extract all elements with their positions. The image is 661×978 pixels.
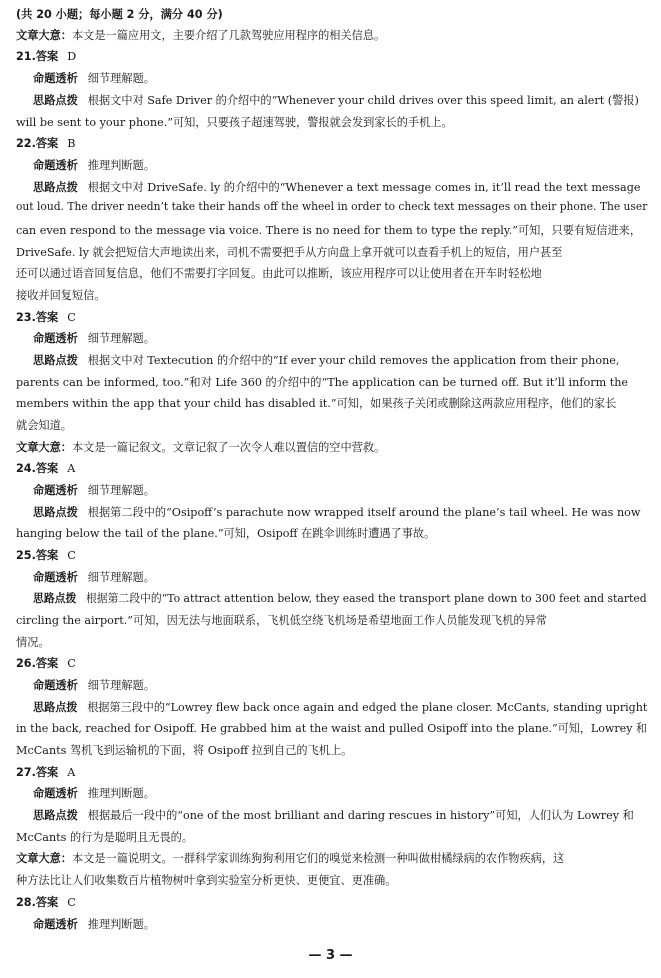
answer-label: 答案 <box>35 311 59 324</box>
answer-value: C <box>67 657 76 670</box>
hint-text: 根据第二段中的“Osipoff’s parachute now wrapped itself around the plane’s tail wheel. He was now <box>87 506 641 519</box>
intent-row-23 <box>33 330 155 346</box>
summary-label: 文章大意： <box>16 852 72 865</box>
hint-text-line: 情况。 <box>16 636 50 649</box>
intent-text: 细节理解题。 <box>87 72 155 85</box>
answer-row-25 <box>16 547 76 563</box>
hint-row-24 <box>33 504 640 520</box>
intent-label: 命题透析 <box>33 787 78 800</box>
question-number: 28. <box>16 896 36 909</box>
summary-text-line: 种方法比让人们收集数百片植物树叶拿到实验室分析更快、更便宜、更准确。 <box>16 874 397 887</box>
answer-label: 答案 <box>35 657 59 670</box>
intent-label: 命题透析 <box>33 484 78 497</box>
intent-label: 命题透析 <box>33 918 78 931</box>
intent-label: 命题透析 <box>33 571 78 584</box>
hint-text-line: can even respond to the message via voice. There is no need for them to type the reply.”可知，只要有短信进来， <box>16 224 642 237</box>
hint-label: 思路点拨 <box>33 809 78 822</box>
hint-label: 思路点拨 <box>33 701 78 714</box>
answer-row-27 <box>16 764 75 780</box>
hint-text-line: out loud. The driver needn’t take their hands off the wheel in order to check text messages on their phone. The user <box>16 200 648 213</box>
hint-text-line: members within the app that your child has disabled it.”可知，如果孩子关闭或删除这两款应用程序，他们的家长 <box>16 397 617 410</box>
hint-text: 根据文中对 DriveSafe. ly 的介绍中的“Whenever a text message comes in, it’ll read the text message <box>87 181 641 194</box>
hint-text-line: 接收并回复短信。 <box>16 289 106 302</box>
intent-row-22 <box>33 157 155 173</box>
hint-text: 根据第三段中的“Lowrey flew back once again and edged the plane closer. McCants, standing upright <box>87 701 648 714</box>
hint-label: 思路点拨 <box>33 181 78 194</box>
hint-row-26 <box>33 699 647 715</box>
answer-row-24 <box>16 460 75 476</box>
hint-text: 根据文中对 Safe Driver 的介绍中的“Whenever your child drives over this speed limit, an alert (警报) <box>87 94 639 107</box>
question-number: 25. <box>16 549 36 562</box>
passage-summary-3 <box>16 850 564 866</box>
answer-label: 答案 <box>35 462 59 475</box>
answer-value: A <box>67 766 76 779</box>
answer-value: C <box>67 311 76 324</box>
question-number: 22. <box>16 137 36 150</box>
summary-label: 文章大意： <box>16 441 72 454</box>
answer-row-21 <box>16 48 76 64</box>
answer-label: 答案 <box>35 896 59 909</box>
intent-row-27 <box>33 785 155 801</box>
hint-row-21 <box>33 92 639 108</box>
answer-value: B <box>67 137 76 150</box>
intent-text: 细节理解题。 <box>87 571 155 584</box>
summary-text: 本文是一篇应用文，主要介绍了几款驾驶应用程序的相关信息。 <box>71 29 386 42</box>
passage-summary-1 <box>16 27 385 43</box>
hint-text: 根据第二段中的“To attract attention below, they eased the transport plane down to 300 feet and started <box>85 592 647 605</box>
hint-text-line: hanging below the tail of the plane.”可知，Osipoff 在跳伞训练时遭遇了事故。 <box>16 527 436 540</box>
answer-value: C <box>67 896 76 909</box>
question-number: 24. <box>16 462 36 475</box>
answer-row-28 <box>16 894 76 910</box>
intent-label: 命题透析 <box>33 332 78 345</box>
intent-label: 命题透析 <box>33 159 78 172</box>
answer-label: 答案 <box>35 137 59 150</box>
answer-value: C <box>67 549 76 562</box>
intent-text: 细节理解题。 <box>87 679 155 692</box>
hint-row-22 <box>33 179 640 195</box>
question-number: 21. <box>16 50 36 63</box>
page-number: — 3 — <box>308 948 353 963</box>
answer-value: A <box>67 462 76 475</box>
question-number: 23. <box>16 311 36 324</box>
intent-row-25 <box>33 569 155 585</box>
hint-text-line: circling the airport.”可知，因无法与地面联系，飞机低空绕飞机场是希望地面工作人员能发现飞机的异常 <box>16 614 547 627</box>
hint-row-23 <box>33 352 619 368</box>
intent-text: 推理判断题。 <box>87 918 155 931</box>
hint-text-line: 就会知道。 <box>16 419 72 432</box>
intent-row-28 <box>33 916 155 932</box>
hint-text-line: in the back, reached for Osipoff. He grabbed him at the waist and pulled Osipoff into the plane.”可知，Lowrey 和 <box>16 722 648 735</box>
hint-text-line: McCants 驾机飞到运输机的下面，将 Osipoff 拉到自己的飞机上。 <box>16 744 353 757</box>
hint-text-line: parents can be informed, too.”和对 Life 360 的介绍中的“The application can be turned off. But it’ll inform the <box>16 376 629 389</box>
intent-text: 推理判断题。 <box>87 159 155 172</box>
intent-row-26 <box>33 677 155 693</box>
intent-text: 推理判断题。 <box>87 787 155 800</box>
section-header: (共 20 小题；每小题 2 分，满分 40 分) <box>16 8 223 21</box>
hint-row-27 <box>33 807 634 823</box>
hint-row-25 <box>33 590 647 606</box>
hint-label: 思路点拨 <box>33 94 78 107</box>
intent-text: 细节理解题。 <box>87 484 155 497</box>
intent-row-24 <box>33 482 155 498</box>
answer-label: 答案 <box>35 50 59 63</box>
intent-text: 细节理解题。 <box>87 332 155 345</box>
hint-label: 思路点拨 <box>33 592 77 605</box>
hint-text-line: will be sent to your phone.”可知，只要孩子超速驾驶，警报就会发到家长的手机上。 <box>16 116 453 129</box>
answer-label: 答案 <box>35 766 59 779</box>
intent-row-21 <box>33 70 155 86</box>
passage-summary-2 <box>16 439 385 455</box>
hint-label: 思路点拨 <box>33 506 78 519</box>
hint-text-line: 还可以通过语音回复信息，他们不需要打字回复。由此可以推断，该应用程序可以让使用者在开车时轻松地 <box>16 267 542 280</box>
hint-text: 根据最后一段中的“one of the most brilliant and daring rescues in history”可知，人们认为 Lowrey 和 <box>87 809 634 822</box>
question-number: 26. <box>16 657 36 670</box>
intent-label: 命题透析 <box>33 679 78 692</box>
answer-row-23 <box>16 309 76 325</box>
intent-label: 命题透析 <box>33 72 78 85</box>
answer-label: 答案 <box>35 549 59 562</box>
summary-label: 文章大意： <box>16 29 72 42</box>
answer-value: D <box>67 50 77 63</box>
question-number: 27. <box>16 766 36 779</box>
answer-row-22 <box>16 135 75 151</box>
hint-label: 思路点拨 <box>33 354 78 367</box>
hint-text: 根据文中对 Textecution 的介绍中的“If ever your child removes the application from their phone, <box>87 354 620 367</box>
summary-text: 本文是一篇说明文。一群科学家训练狗狗利用它们的嗅觉来检测一种叫做柑橘绿病的农作物疾病，这 <box>71 852 565 865</box>
answer-row-26 <box>16 655 76 671</box>
hint-text-line: DriveSafe. ly 就会把短信大声地读出来，司机不需要把手从方向盘上拿开就可以查看手机上的短信，用户甚至 <box>16 246 563 259</box>
hint-text-line: McCants 的行为是聪明且无畏的。 <box>16 831 194 844</box>
summary-text: 本文是一篇记叙文。文章记叙了一次令人难以置信的空中营救。 <box>71 441 386 454</box>
